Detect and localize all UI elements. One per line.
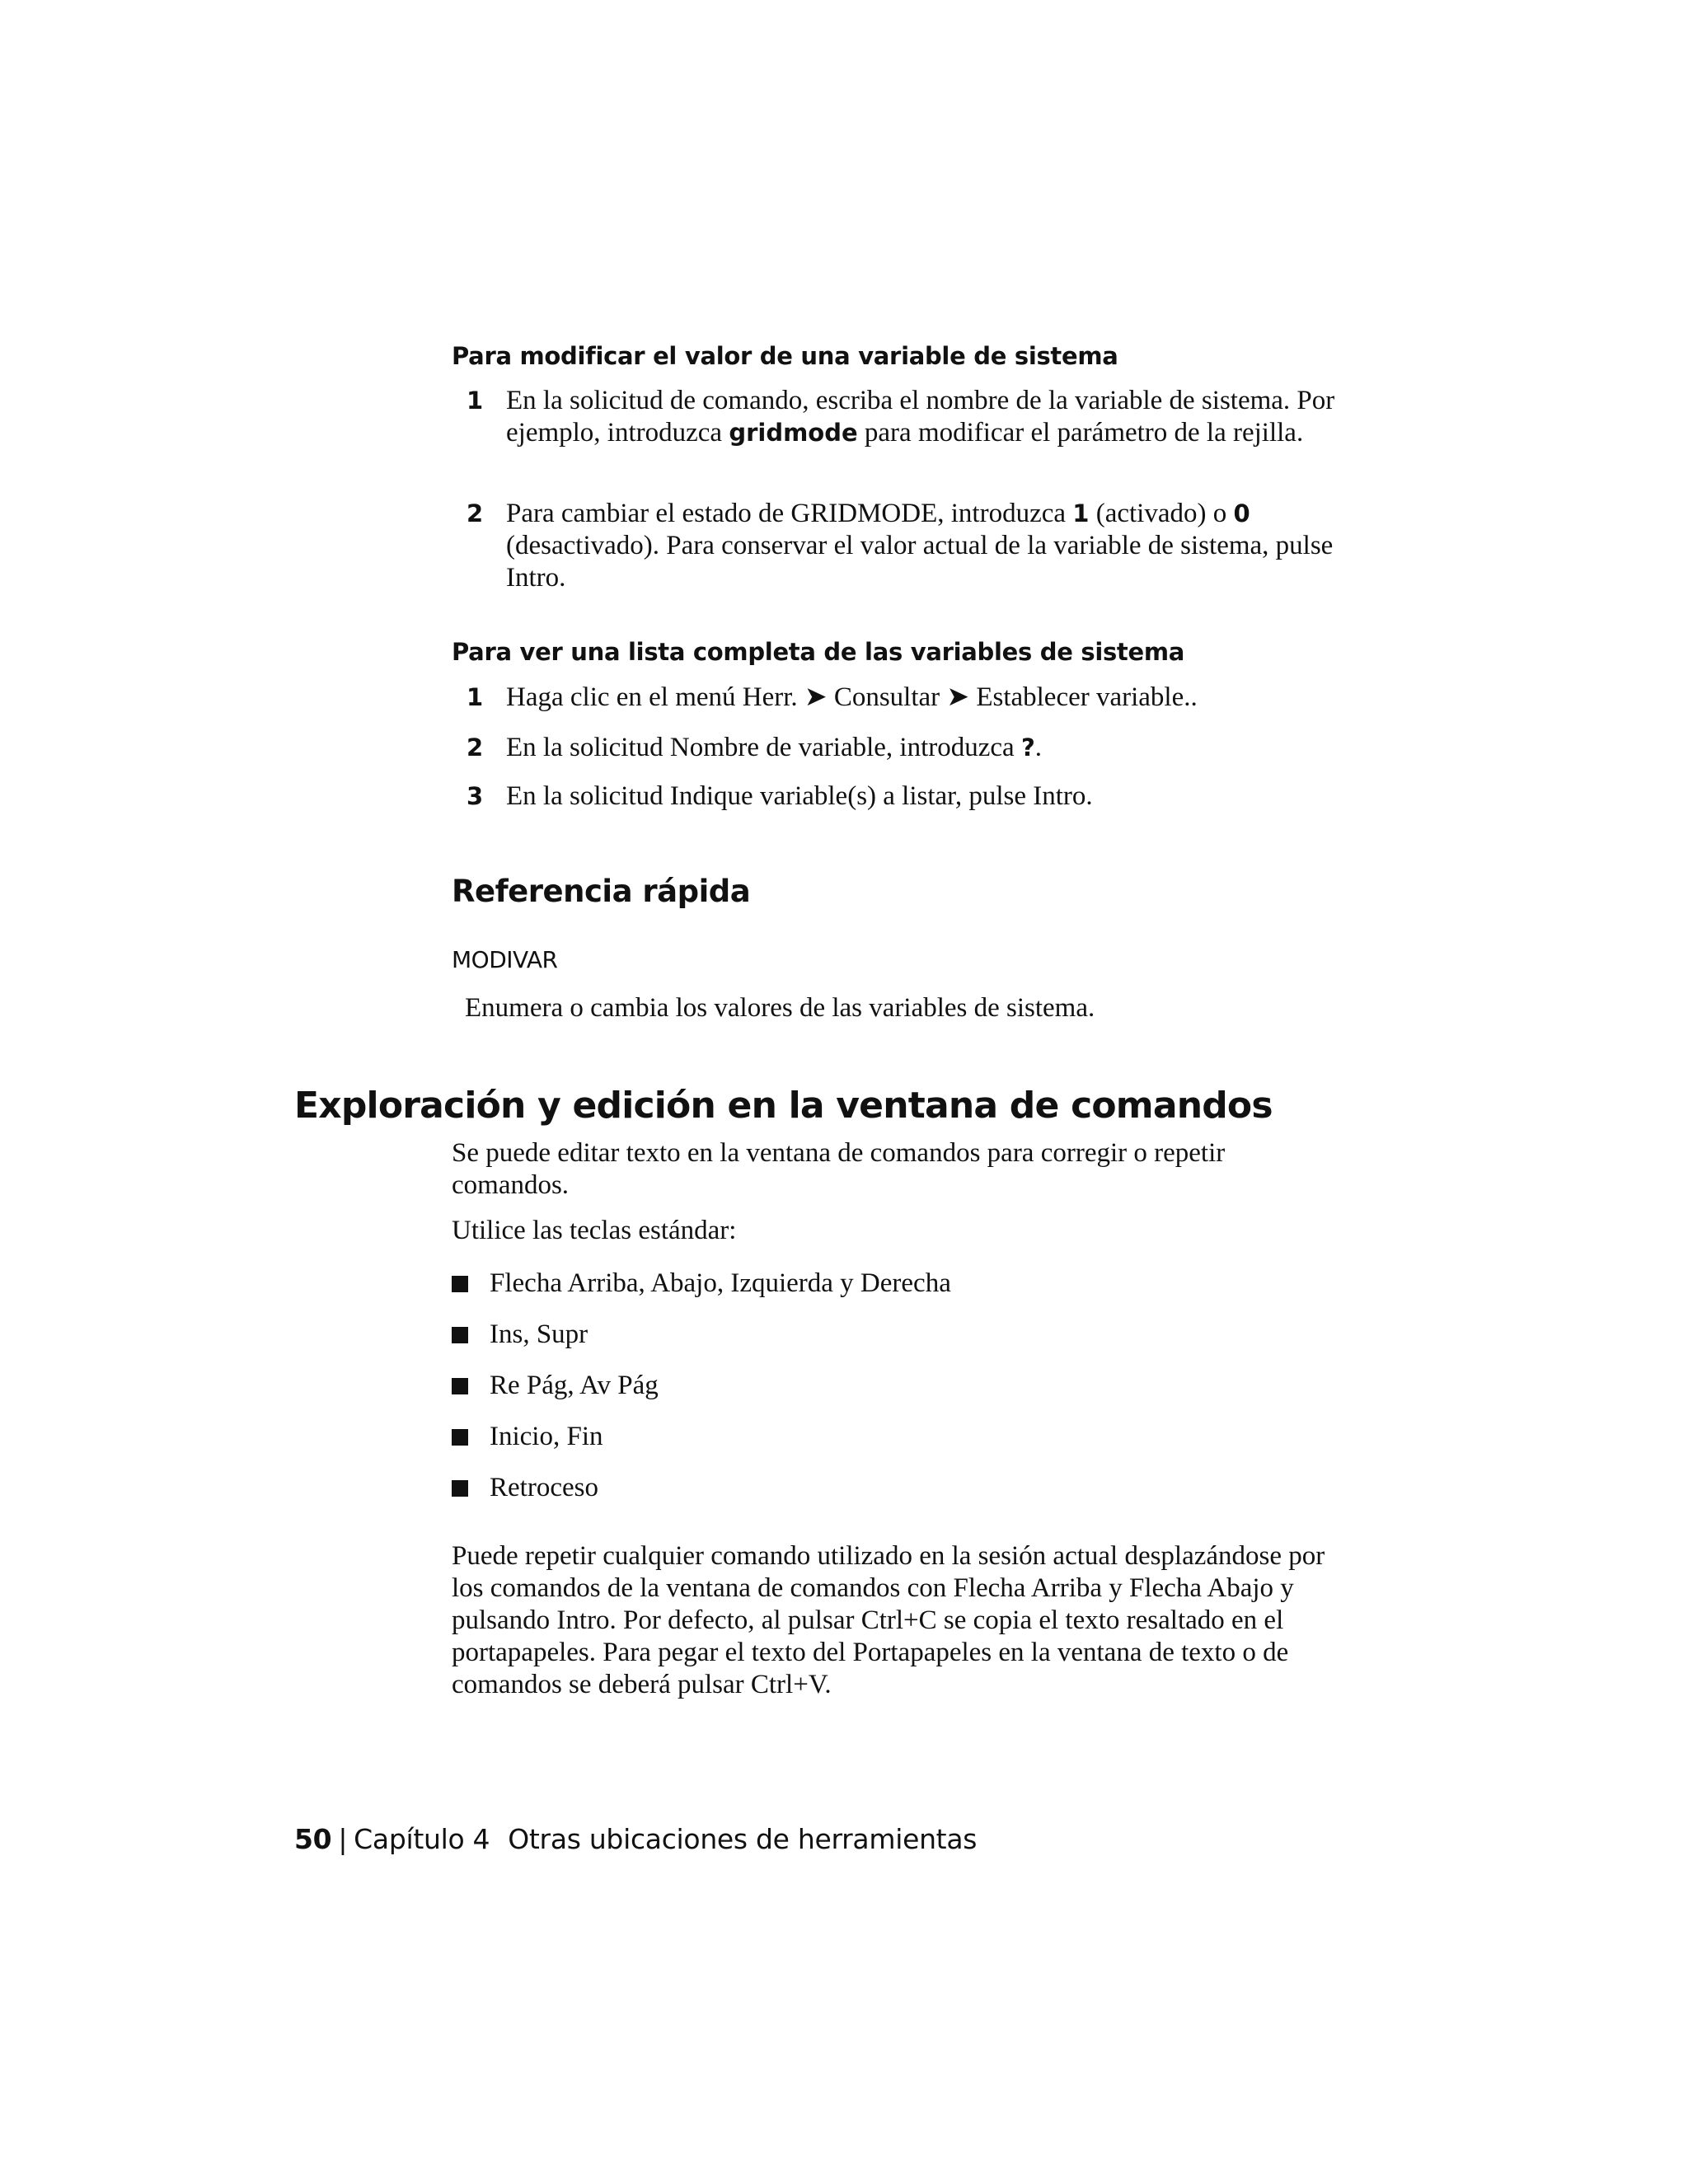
list-item: Re Pág, Av Pág — [452, 1370, 1342, 1403]
bullet-square-icon — [452, 1429, 468, 1446]
keyword-off-value: 0 — [1233, 499, 1250, 527]
page-footer — [294, 1823, 977, 1856]
bullet-square-icon — [452, 1327, 468, 1343]
section-heading: Exploración y edición en la ventana de comandos — [294, 1085, 1273, 1127]
bullet-square-icon — [452, 1276, 468, 1292]
keyword-on-value: 1 — [1072, 499, 1090, 527]
quick-reference-heading: Referencia rápida — [452, 874, 751, 909]
step-number: 2 — [467, 733, 484, 762]
step-number: 3 — [467, 782, 484, 810]
step-list-1 — [452, 682, 1358, 715]
step-text: Haga clic en el menú Herr. ➤ Consultar ➤ Establecer variable.. — [506, 682, 1198, 712]
menu-arrow-icon: ➤ — [804, 682, 828, 712]
footer-separator: | — [338, 1823, 348, 1855]
step-number: 1 — [467, 387, 484, 415]
step-text: En la solicitud Nombre de variable, introduzca ?. — [506, 733, 1043, 762]
procedure-heading-modify: Para modificar el valor de una variable de sistema — [452, 342, 1118, 370]
procedure-heading-list: Para ver una lista completa de las variables de sistema — [452, 638, 1185, 666]
step-list-3 — [452, 780, 1358, 813]
step-text: En la solicitud de comando, escriba el nombre de la variable de sistema. Por ejemplo, introduzca gridmode para modificar el parámetro de la rejilla. — [506, 386, 1335, 448]
list-item: Inicio, Fin — [452, 1421, 1342, 1454]
list-item: Retroceso — [452, 1472, 1342, 1505]
bullet-square-icon — [452, 1378, 468, 1394]
chapter-label: Capítulo 4 — [354, 1823, 490, 1855]
intro-paragraph: Se puede editar texto en la ventana de comandos para corregir o repetir comandos. — [452, 1138, 1226, 1200]
step-text: Para cambiar el estado de GRIDMODE, introduzca 1 (activado) o 0 (desactivado). Para conservar el valor actual de la variable de sistema, pulse Intro. — [506, 499, 1334, 593]
list-item: Ins, Supr — [452, 1319, 1342, 1352]
keyword-question: ? — [1020, 733, 1035, 762]
list-item: Flecha Arriba, Abajo, Izquierda y Derecha — [452, 1268, 1342, 1301]
step-modify-2 — [452, 498, 1358, 597]
command-name: MODIVAR — [452, 946, 558, 973]
menu-arrow-icon: ➤ — [946, 682, 970, 712]
step-text: En la solicitud Indique variable(s) a listar, pulse Intro. — [506, 781, 1093, 811]
closing-paragraph: Puede repetir cualquier comando utilizado en la sesión actual desplazándose por los comandos de la ventana de comandos con Flecha Arriba y Flecha Abajo y pulsando Intro. Por defecto, al pulsar Ctrl+C se copia el texto resaltado en el portapapeles. Para pegar el texto del Portapapeles en la ventana de texto o de comandos se deberá pulsar Ctrl+V. — [452, 1541, 1325, 1699]
command-description: Enumera o cambia los valores de las variables de sistema. — [465, 993, 1095, 1023]
keys-intro: Utilice las teclas estándar: — [452, 1216, 737, 1245]
bullet-square-icon — [452, 1480, 468, 1497]
chapter-title: Otras ubicaciones de herramientas — [508, 1823, 978, 1855]
step-list-2 — [452, 732, 1358, 765]
step-modify-1 — [452, 385, 1358, 484]
step-number: 1 — [467, 683, 484, 711]
page-number: 50 — [294, 1823, 332, 1855]
step-number: 2 — [467, 499, 484, 527]
keyword-gridmode: gridmode — [729, 419, 858, 447]
